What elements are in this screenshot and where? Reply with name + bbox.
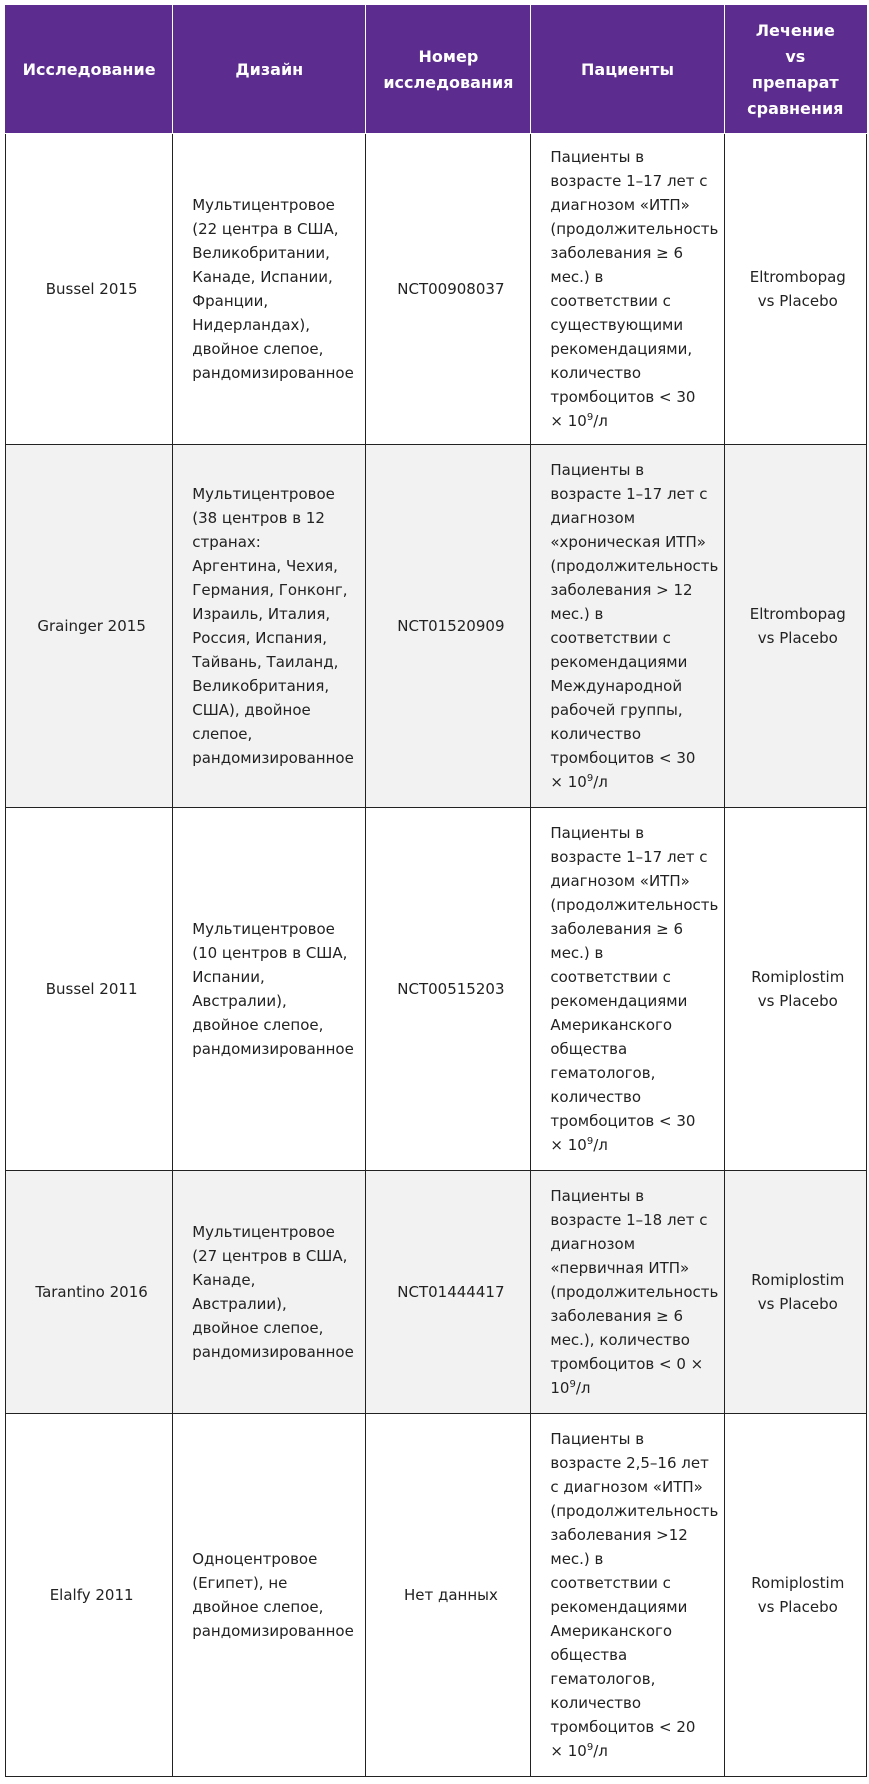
patients-cell: Пациенты в возрасте 1–17 лет с диагнозом «ИТП» (продолжительность заболевания ≥ 6 мес.) в соответствии с существующими рекомендациями, количество тромбоцитов < $30 \times 10^9/л$ xyxy=(531,134,724,445)
header-study: Исследование xyxy=(6,6,173,134)
design-cell: Одноцентровое (Египет), не двойное слепое, рандомизированное xyxy=(173,1414,366,1777)
number-cell: NCT01444417 xyxy=(366,1170,531,1413)
treatment-cell: Eltrombopag vs Placebo xyxy=(724,445,866,808)
design-cell: Мультицентровое (10 центров в США, Испании, Австралии), двойное слепое, рандомизированное xyxy=(173,807,366,1170)
treatment-cell: Romiplostim vs Placebo xyxy=(724,1414,866,1777)
header-number: Номер исследования xyxy=(366,6,531,134)
number-cell: NCT00515203 xyxy=(366,807,531,1170)
clinical-trials-table xyxy=(5,5,867,1777)
table-row xyxy=(6,807,867,1170)
study-cell: Elalfy 2011 xyxy=(6,1414,173,1777)
study-cell: Tarantino 2016 xyxy=(6,1170,173,1413)
header-patients: Пациенты xyxy=(531,6,724,134)
table-row xyxy=(6,1414,867,1777)
number-cell: NCT00908037 xyxy=(366,134,531,445)
header-design: Дизайн xyxy=(173,6,366,134)
patients-cell: Пациенты в возрасте 1–17 лет с диагнозом «хроническая ИТП» (продолжительность заболевания > 12 мес.) в соответствии с рекомендациями Международной рабочей группы, количество тромбоцитов < $30 \times 10^9/л$ xyxy=(531,445,724,808)
patients-cell: Пациенты в возрасте 2,5–16 лет с диагнозом «ИТП» (продолжительность заболевания >12 мес.) в соответствии с рекомендациями Американского общества гематологов, количество тромбоцитов < $20 \times 10^9/л$ xyxy=(531,1414,724,1777)
design-cell: Мультицентровое (27 центров в США, Канаде, Австралии), двойное слепое, рандомизированное xyxy=(173,1170,366,1413)
header-row xyxy=(6,6,867,134)
table-row xyxy=(6,1170,867,1413)
table-row xyxy=(6,134,867,445)
treatment-cell: Romiplostim vs Placebo xyxy=(724,1170,866,1413)
header-treatment: Лечение vs препарат сравнения xyxy=(724,6,866,134)
patients-cell: Пациенты в возрасте 1–17 лет с диагнозом «ИТП» (продолжительность заболевания ≥ 6 мес.) в соответствии с рекомендациями Американского общества гематологов, количество тромбоцитов < $30 \times 10^9/л$ xyxy=(531,807,724,1170)
study-cell: Bussel 2015 xyxy=(6,134,173,445)
treatment-cell: Romiplostim vs Placebo xyxy=(724,807,866,1170)
patients-cell: Пациенты в возрасте 1–18 лет с диагнозом «первичная ИТП» (продолжительность заболевания ≥ 6 мес.), количество тромбоцитов < $0 \times 10^9/л$ xyxy=(531,1170,724,1413)
study-cell: Grainger 2015 xyxy=(6,445,173,808)
number-cell: NCT01520909 xyxy=(366,445,531,808)
number-cell: Нет данных xyxy=(366,1414,531,1777)
table-row xyxy=(6,445,867,808)
treatment-cell: Eltrombopag vs Placebo xyxy=(724,134,866,445)
study-cell: Bussel 2011 xyxy=(6,807,173,1170)
design-cell: Мультицентровое (38 центров в 12 странах: Аргентина, Чехия, Германия, Гонконг, Израиль, Италия, Россия, Испания, Тайвань, Таиланд, Великобритания, США), двойное слепое, рандомизированное xyxy=(173,445,366,808)
design-cell: Мультицентровое (22 центра в США, Великобритании, Канаде, Испании, Франции, Нидерландах), двойное слепое, рандомизированное xyxy=(173,134,366,445)
